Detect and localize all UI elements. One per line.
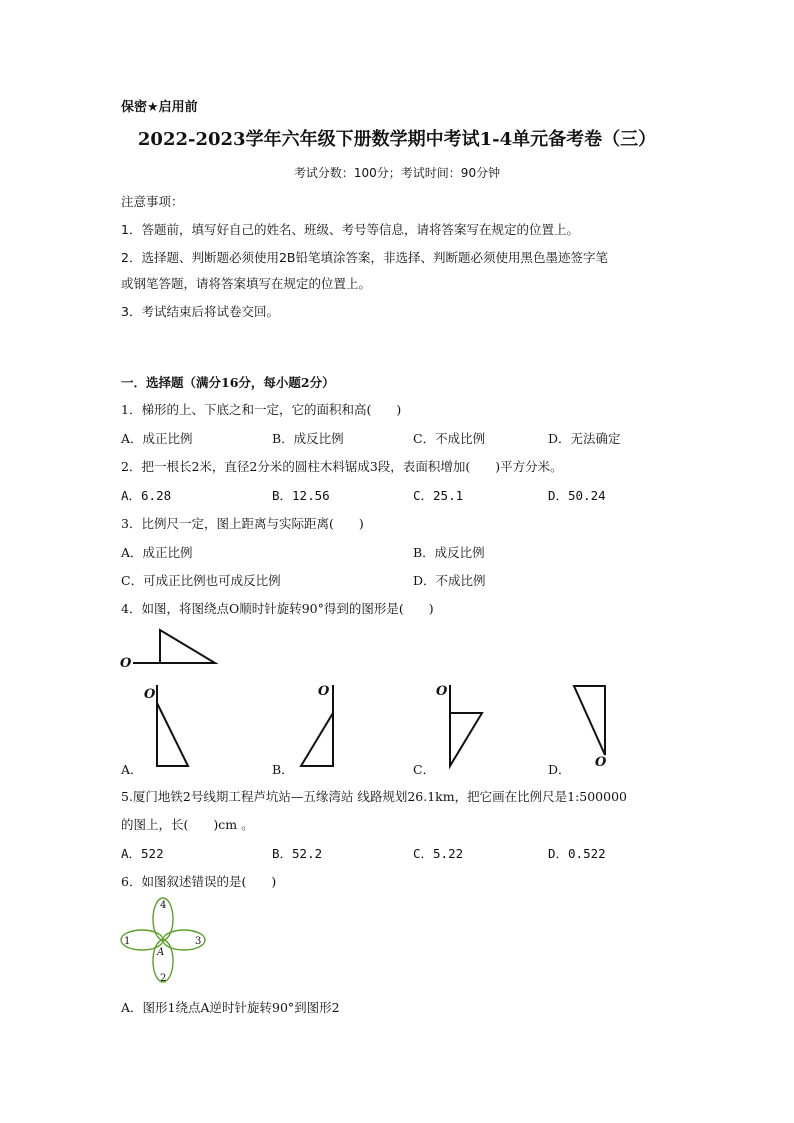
- option-c: C．: [413, 762, 436, 777]
- point-o-label: O: [318, 684, 330, 699]
- option-b: B．: [272, 762, 294, 777]
- original-triangle-figure: [118, 625, 228, 670]
- point-o-label: O: [595, 755, 607, 770]
- option-a: A．: [121, 762, 143, 777]
- question-stem-continued: 的图上，长( )cm 。: [121, 817, 254, 832]
- option-d-figure: [565, 683, 625, 773]
- option-b: B．52.2: [272, 846, 323, 861]
- page-title: 2022-2023学年六年级下册数学期中考试1-4单元备考卷（三）: [137, 129, 657, 150]
- option-b: B．12.56: [272, 488, 330, 503]
- question-stem: 4．如图，将图绕点O顺时针旋转90°得到的图形是( ): [121, 601, 434, 616]
- petal-2-label: 2: [160, 973, 167, 984]
- option-d: D．无法确定: [548, 431, 621, 446]
- option-b: B．成反比例: [272, 431, 344, 446]
- petal-4-label: 4: [160, 900, 167, 911]
- point-o-label: O: [144, 687, 156, 702]
- question-stem: 5.厦门地铁2号线期工程芦坑站—五缘湾站 线路规划26.1km，把它画在比例尺是1:500000: [121, 789, 627, 804]
- option-c: C．5.22: [413, 846, 464, 861]
- note-item: 1．答题前，填写好自己的姓名、班级、考号等信息，请将答案写在规定的位置上。: [121, 222, 579, 237]
- question-stem: 3．比例尺一定，图上距离与实际距离( ): [121, 516, 364, 531]
- option-c-figure: [430, 683, 500, 773]
- option-a: A．522: [121, 846, 164, 861]
- option-d: D．0.522: [548, 846, 606, 861]
- note-item: 3．考试结束后将试卷交回。: [121, 304, 279, 319]
- option-d: D．不成比例: [413, 573, 486, 588]
- petal-1-label: 1: [124, 936, 131, 947]
- confidential-label: 保密★启用前: [121, 100, 198, 115]
- point-o-label: O: [436, 684, 448, 699]
- notes-heading: 注意事项：: [121, 194, 184, 209]
- option-c: C．可成正比例也可成反比例: [121, 573, 281, 588]
- option-a: A．图形1绕点A逆时针旋转90°到图形2: [121, 1000, 340, 1015]
- note-item: 或钢笔答题，请将答案填写在规定的位置上。: [121, 276, 372, 291]
- petal-3-label: 3: [195, 936, 202, 947]
- option-b-figure: [292, 683, 352, 773]
- question-stem: 6．如图叙述错误的是( ): [121, 874, 277, 889]
- option-a-figure: [140, 683, 200, 773]
- point-a-label: A: [157, 947, 165, 958]
- option-a: A．6.28: [121, 488, 172, 503]
- option-c: C．25.1: [413, 488, 464, 503]
- four-petal-figure: [118, 895, 213, 985]
- option-a: A．成正比例: [121, 545, 193, 560]
- exam-info: 考试分数：100分；考试时间：90分钟: [293, 166, 501, 180]
- point-o-label: O: [120, 656, 132, 671]
- question-stem: 1．梯形的上、下底之和一定，它的面积和高( ): [121, 402, 402, 417]
- question-stem: 2．把一根长2米，直径2分米的圆柱木料锯成3段，表面积增加( )平方分米。: [121, 459, 563, 474]
- option-d: D．: [548, 762, 571, 777]
- option-c: C．不成比例: [413, 431, 486, 446]
- section-heading: 一．选择题（满分16分，每小题2分）: [121, 375, 335, 390]
- note-item: 2．选择题、判断题必须使用2B铅笔填涂答案，非选择、判断题必须使用黑色墨迹签字笔: [121, 250, 608, 265]
- option-d: D．50.24: [548, 488, 606, 503]
- option-b: B．成反比例: [413, 545, 485, 560]
- option-a: A．成正比例: [121, 431, 193, 446]
